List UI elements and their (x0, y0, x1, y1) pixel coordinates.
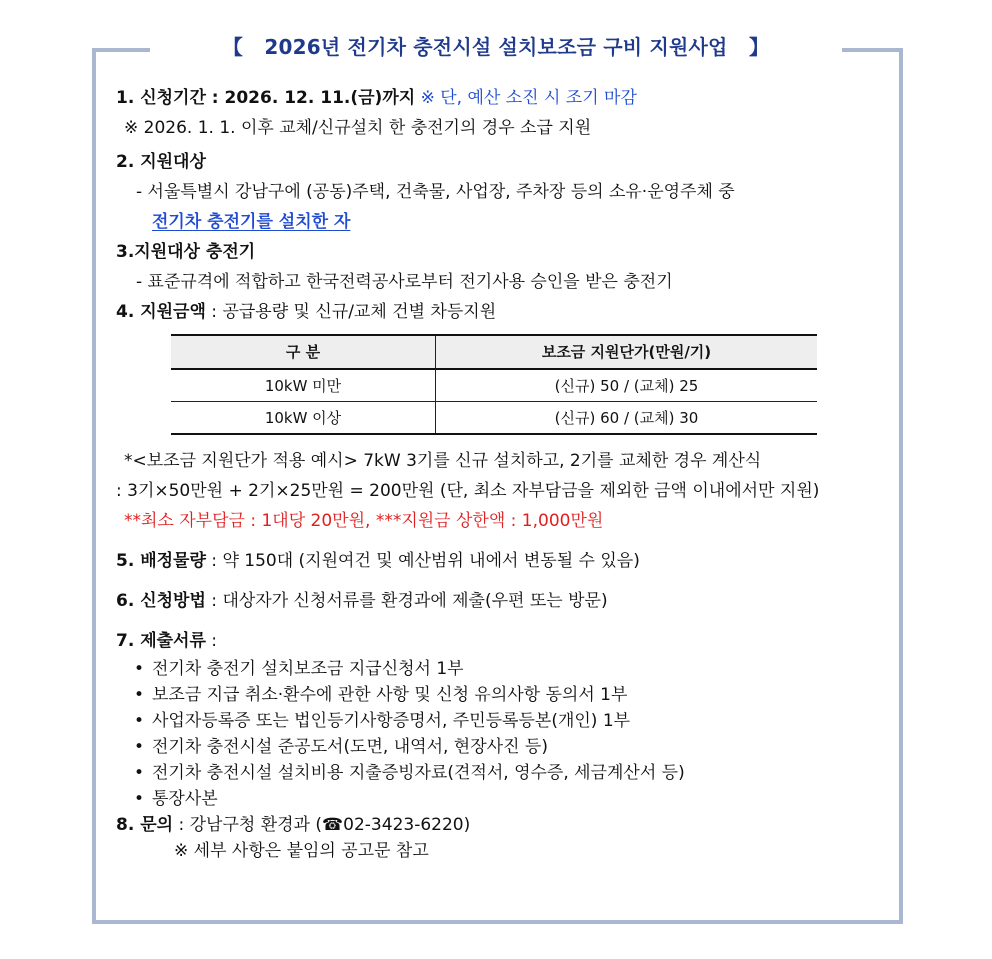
quota-label: 5. 배정물량 (116, 551, 206, 571)
period-label: 1. 신청기간 : 2026. 12. 11.(금)까지 (116, 88, 416, 108)
subsidy-table (171, 334, 817, 435)
charger-line1: - 표준규격에 적합하고 한국전력공사로부터 전기사용 승인을 받은 충전기 (136, 272, 673, 292)
section-1 (116, 86, 896, 110)
list-item: • 전기차 충전시설 설치비용 지출증빙자료(견적서, 영수증, 세금계산서 등) (134, 761, 896, 785)
table-header: 보조금 지원단가(만원/기) (436, 335, 818, 369)
table-header-row (171, 335, 817, 369)
charger-label: 3.지원대상 충전기 (116, 242, 256, 262)
list-item: • 사업자등록증 또는 법인등기사항증명서, 주민등록등본(개인) 1부 (134, 709, 896, 733)
page-title: 【 2026년 전기차 충전시설 설치보조금 구비 지원사업 】 (222, 35, 770, 59)
example-line2: : 3기×50만원 + 2기×25만원 = 200만원 (단, 최소 자부담금을 제외한 금액 이내에서만 지원) (116, 481, 820, 501)
method-rest: : 대상자가 신청서류를 환경과에 제출(우편 또는 방문) (205, 591, 608, 611)
table-cell: (신규) 50 / (교체) 25 (436, 369, 818, 402)
section-4 (116, 300, 896, 324)
table-row (171, 369, 817, 402)
target-line2-wrap (116, 210, 896, 234)
amount-label: 4. 지원금액 (116, 302, 206, 322)
table-cell: (신규) 60 / (교체) 30 (436, 402, 818, 435)
example-warning: **최소 자부담금 : 1대당 20만원, ***지원금 상한액 : 1,000만원 (124, 511, 604, 531)
section-8 (116, 813, 896, 837)
section-7 (116, 629, 896, 653)
documents-list (116, 657, 896, 811)
section-5 (116, 549, 896, 573)
method-label: 6. 신청방법 (116, 591, 206, 611)
notice-content (116, 86, 896, 863)
contact-label: 8. 문의 (116, 815, 174, 835)
period-note: ※ 단, 예산 소진 시 조기 마감 (420, 88, 637, 108)
contact-note: ※ 세부 사항은 붙임의 공고문 참고 (174, 841, 429, 861)
title-box (150, 30, 842, 64)
period-sub: ※ 2026. 1. 1. 이후 교체/신규설치 한 충전기의 경우 소급 지원 (124, 118, 592, 138)
target-label: 2. 지원대상 (116, 152, 206, 172)
list-item: • 통장사본 (134, 787, 896, 811)
quota-rest: : 약 150대 (지원여건 및 예산범위 내에서 변동될 수 있음) (205, 551, 640, 571)
table-row (171, 402, 817, 435)
target-line2: 전기차 충전기를 설치한 자 (152, 212, 351, 232)
table-cell: 10kW 미만 (171, 369, 436, 402)
amount-rest: : 공급용량 및 신규/교체 건별 차등지원 (205, 302, 497, 322)
section-6 (116, 589, 896, 613)
table-cell: 10kW 이상 (171, 402, 436, 435)
table-header: 구 분 (171, 335, 436, 369)
documents-rest: : (205, 631, 218, 651)
contact-rest: : 강남구청 환경과 (☎02-3423-6220) (173, 815, 471, 835)
target-line1: - 서울특별시 강남구에 (공동)주택, 건축물, 사업장, 주차장 등의 소유·운영주체 중 (136, 182, 735, 202)
list-item: • 전기차 충전시설 준공도서(도면, 내역서, 현장사진 등) (134, 735, 896, 759)
list-item: • 전기차 충전기 설치보조금 지급신청서 1부 (134, 657, 896, 681)
list-item: • 보조금 지급 취소·환수에 관한 사항 및 신청 유의사항 동의서 1부 (134, 683, 896, 707)
example-line1: *<보조금 지원단가 적용 예시> 7kW 3기를 신규 설치하고, 2기를 교체한 경우 계산식 (124, 451, 762, 471)
documents-label: 7. 제출서류 (116, 631, 206, 651)
